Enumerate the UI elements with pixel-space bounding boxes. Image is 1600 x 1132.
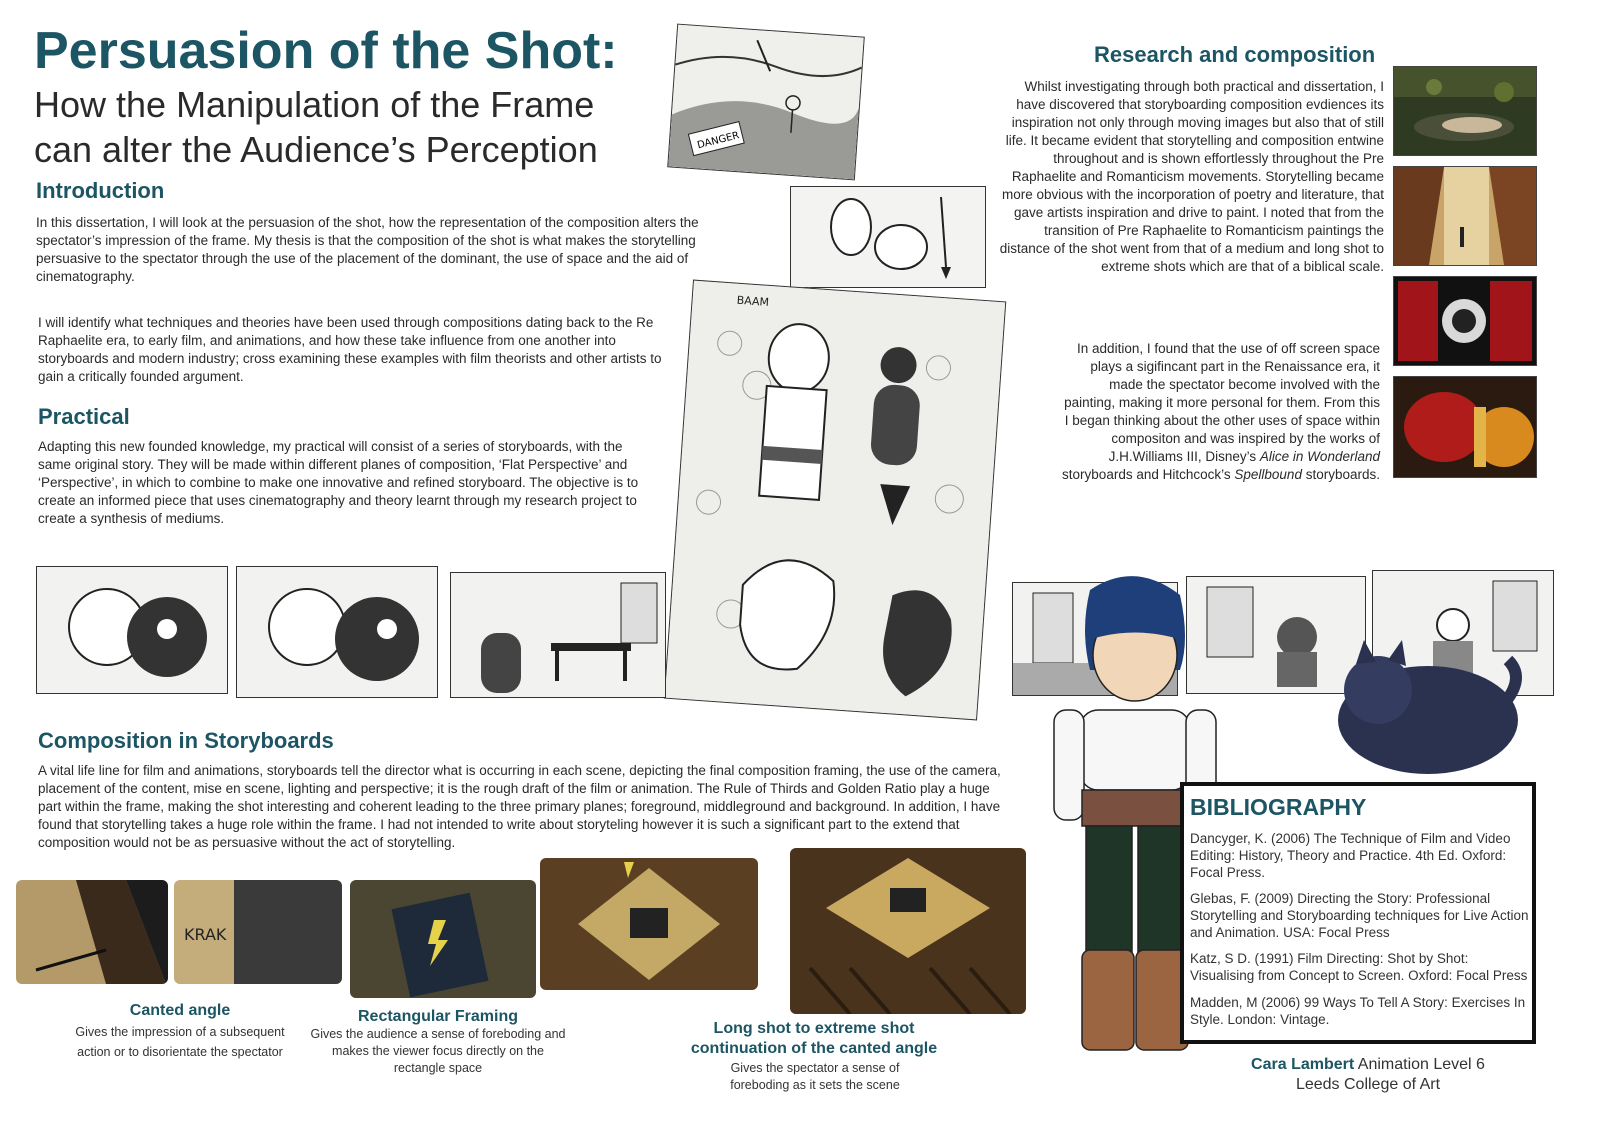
footer-course: Animation Level 6 xyxy=(1354,1056,1485,1073)
storyboard-strip-panel-1 xyxy=(36,566,228,694)
painting-thumbnail-comic-fire xyxy=(1393,376,1537,478)
introduction-paragraph-2: I will identify what techniques and theories have been used through compositions dating back to the Re Raphaelite era, to early film, and animations, and how these take influence from one another into storyboards and modern industry; cross examining these examples with film theorists and other artists to gain a critically founded argument. xyxy=(38,315,662,384)
krak-sound-text: KRAK xyxy=(184,925,227,944)
research-paragraph-2-start: In addition, I found that the use of off screen space plays a sigifincant part in the Renaissance era, it made the spectator become involved with the painting, making it more personal for them. From this I began thinking about the other uses of space within compositon and was inspired by the works of J.H.Williams III, Disney’s xyxy=(1064,341,1380,464)
color-storyboard-panel-2 xyxy=(174,880,342,984)
research-italic-alice: Alice in Wonderland xyxy=(1259,449,1380,464)
storyboard-sketch-feet xyxy=(790,186,986,288)
research-italic-spellbound: Spellbound xyxy=(1234,467,1302,482)
storyboard-strip-panel-3 xyxy=(450,572,666,698)
composition-paragraph: A vital life line for film and animations, storyboards tell the director what is occurring in each scene, depicting the final composition framing, the use of the camera, placement of the content, mise en scene, lighting and perspective; it is the rough draft of the film or animation. The Rule of Thirds and Golden Ratio play a huge part within the frame, making the shot interesting and coherent leading to the three primary planes; foreground, middleground and background. In addition, I have found that storytelling takes a huge role within the frame. I had not intended to write about storyteling however it is such a significant part to the extend that composition would not be as persuasive without the act of storytelling. xyxy=(38,763,1001,850)
footer-author-name: Cara Lambert xyxy=(1251,1056,1355,1073)
painting-thumbnail-romantic-landscape xyxy=(1393,166,1537,266)
caption-long-shot-title-line2: continuation of the canted angle xyxy=(690,1040,938,1057)
caption-canted-angle-title: Canted angle xyxy=(129,1002,231,1019)
color-storyboard-panel-5 xyxy=(790,848,1026,1014)
storyboard-sketch-main xyxy=(664,280,1007,721)
research-paragraph-2-end: storyboards. xyxy=(1301,467,1380,482)
page-title: Persuasion of the Shot: xyxy=(34,22,618,80)
research-paragraph-1: Whilst investigating through both practical and dissertation, I have discovered that storyboarding composition evdiences its inspiration not only through moving images but also that of still life. It became evident that storytelling and composition entwine throughout and is shown effortlessly throughout the Pre Raphaelite and Romanticism movements. Storytelling became more obvious with the incorporation of poetry and literature, that gave artists inspiration and drive to paint. I noted that from the transition of Pre Raphaelite to Romanticism paintings the distance of the shot went from that of a medium and long shot to extreme shots which are that of a biblical scale. xyxy=(999,79,1384,274)
cat-illustration xyxy=(1318,640,1528,782)
caption-rectangular-framing-text: Gives the audience a sense of foreboding and makes the viewer focus directly on the rectangle space xyxy=(310,1027,566,1075)
practical-paragraph: Adapting this new founded knowledge, my practical will consist of a series of storyboards, with the same original story. They will be made within different planes of composition, ‘Flat Perspective’ and ‘Perspective’, in which to combine to make one innovative and refined storyboard. The objective is to create an informed piece that uses cinematography and theory learnt through my research project to create a synthesis of mediums. xyxy=(38,439,639,526)
color-storyboard-panel-3 xyxy=(350,880,536,998)
danger-sign-text: DANGER xyxy=(696,130,741,152)
caption-canted-angle-text: Gives the impression of a subsequent action or to disorientate the spectator xyxy=(75,1025,285,1059)
introduction-paragraph-1: In this dissertation, I will look at the persuasion of the shot, how the representation of the composition alters the spectator’s impression of the frame. My thesis is that the composition of the shot is what makes the storytelling persuasive to the spectator through the use of the placement of the dominant, the use of space and the aid of cinematography. xyxy=(36,215,699,284)
composition-heading: Composition in Storyboards xyxy=(38,728,334,753)
page-subtitle-line1: How the Manipulation of the Frame xyxy=(34,84,595,125)
bibliography-entry-1: Dancyger, K. (2006) The Technique of Film and Video Editing: History, Theory and Practice. 4th Ed. Oxford: Focal Press. xyxy=(1190,831,1511,880)
research-paragraph-2 xyxy=(1060,340,1380,484)
research-heading: Research and composition xyxy=(1094,42,1376,67)
research-paragraph-2-mid: storyboards and Hitchcock’s xyxy=(1062,467,1235,482)
caption-rectangular-framing-title: Rectangular Framing xyxy=(357,1008,519,1025)
color-storyboard-panel-1 xyxy=(16,880,168,984)
color-storyboard-panel-4 xyxy=(540,858,758,990)
bibliography-heading: BIBLIOGRAPHY xyxy=(1190,794,1367,820)
bibliography-entry-3: Katz, S D. (1991) Film Directing: Shot by Shot: Visualising from Concept to Screen. Oxford: Focal Press xyxy=(1190,951,1528,983)
caption-long-shot-title-line1: Long shot to extreme shot xyxy=(713,1020,915,1037)
bibliography-entry-2: Glebas, F. (2009) Directing the Story: Professional Storytelling and Storyboarding techniques for Live Action and Animation. USA: Focal Press xyxy=(1190,891,1529,940)
introduction-heading: Introduction xyxy=(36,178,165,203)
painting-thumbnail-comic-red xyxy=(1393,276,1537,366)
sound-effect-text: BAAM xyxy=(736,293,770,309)
page-subtitle-line2: can alter the Audience’s Perception xyxy=(34,129,598,170)
footer-college: Leeds College of Art xyxy=(1295,1076,1441,1093)
storyboard-sketch-danger xyxy=(667,24,865,181)
bibliography-entry-4: Madden, M (2006) 99 Ways To Tell A Story: Exercises In Style. London: Vintage. xyxy=(1190,995,1526,1027)
caption-long-shot-text: Gives the spectator a sense of foreboding as it sets the scene xyxy=(730,1061,900,1092)
practical-heading: Practical xyxy=(38,404,130,429)
footer-author-line xyxy=(1190,1056,1546,1074)
painting-thumbnail-ophelia xyxy=(1393,66,1537,156)
storyboard-strip-panel-2 xyxy=(236,566,438,698)
